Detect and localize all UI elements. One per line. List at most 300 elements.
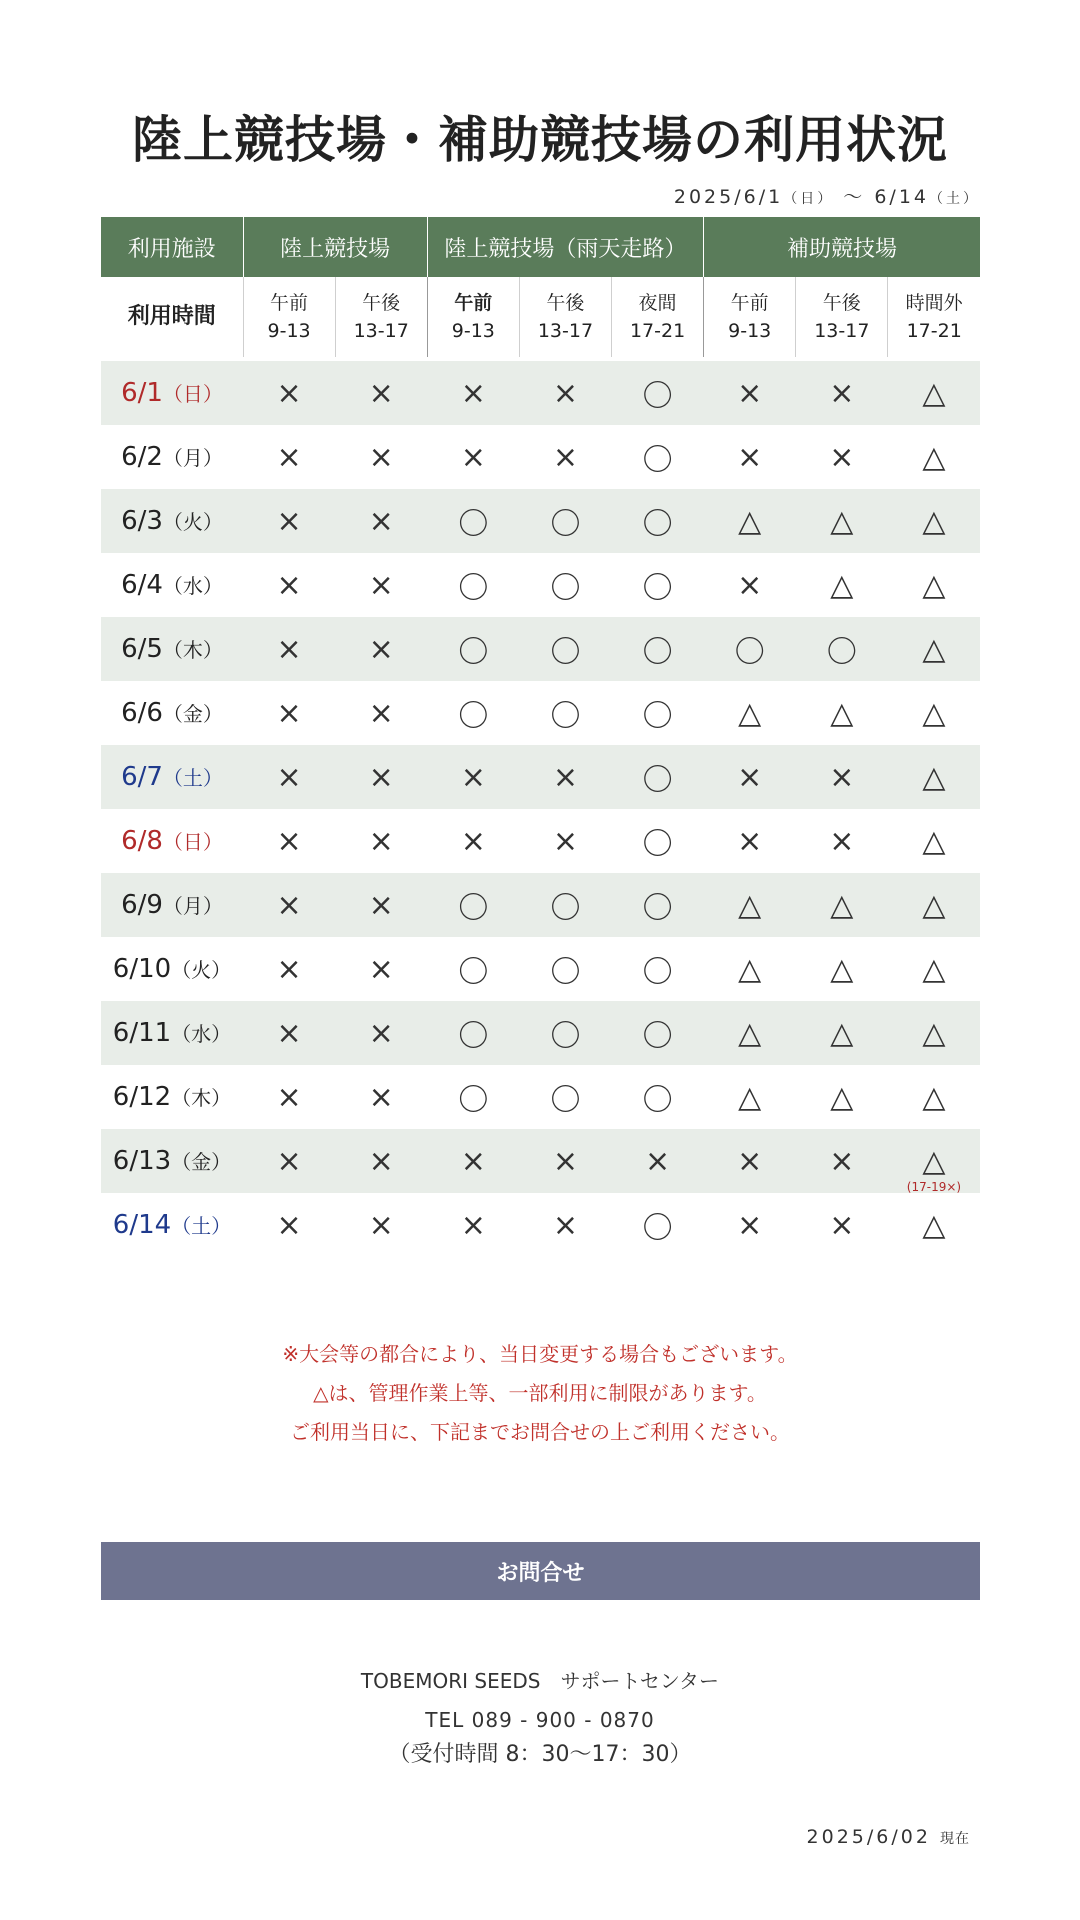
availability-cell: [888, 681, 980, 745]
weekday: （土）: [171, 1214, 232, 1238]
availability-mark: ×: [368, 823, 394, 859]
availability-cell: [427, 873, 519, 937]
table-row: [101, 1129, 980, 1193]
availability-mark: 〇: [550, 891, 581, 926]
facility-header-row: [101, 217, 980, 277]
availability-mark: ×: [276, 1079, 302, 1115]
weekday: （月）: [162, 894, 223, 918]
availability-mark: ×: [276, 439, 302, 475]
availability-cell: [335, 809, 427, 873]
availability-cell: [612, 873, 704, 937]
availability-cell: [243, 489, 335, 553]
availability-mark: 〇: [642, 763, 673, 798]
availability-mark: ×: [737, 567, 763, 603]
availability-mark: ×: [368, 631, 394, 667]
availability-mark: 〇: [458, 635, 489, 670]
availability-mark: ×: [276, 1207, 302, 1243]
availability-cell: [427, 681, 519, 745]
availability-mark: 〇: [550, 1083, 581, 1118]
weekday: （木）: [171, 1086, 232, 1110]
availability-cell: [612, 1193, 704, 1257]
period-range: [674, 182, 980, 209]
availability-cell: [612, 937, 704, 1001]
slot-name: 午後: [362, 292, 401, 314]
availability-mark: ×: [368, 951, 394, 987]
availability-mark: 〇: [642, 827, 673, 862]
availability-cell: [888, 809, 980, 873]
availability-mark: 〇: [642, 1211, 673, 1246]
availability-cell: [704, 425, 796, 489]
availability-cell: [519, 809, 611, 873]
availability-mark: △: [830, 887, 854, 923]
availability-mark: ×: [829, 439, 855, 475]
availability-cell: [335, 617, 427, 681]
availability-cell: [612, 553, 704, 617]
availability-cell: [335, 489, 427, 553]
availability-mark: ×: [368, 759, 394, 795]
note-line: ご利用当日に、下記までお問合せの上ご利用ください。: [290, 1420, 790, 1444]
group-auxiliary: 補助競技場: [704, 217, 980, 277]
availability-mark: △: [922, 631, 946, 667]
availability-mark: ×: [644, 1143, 671, 1179]
date-cell: [101, 1129, 243, 1193]
time-label: 利用時間: [127, 304, 216, 329]
availability-cell: [519, 1193, 611, 1257]
availability-cell: [519, 873, 611, 937]
availability-cell: [335, 681, 427, 745]
date-cell: [101, 425, 243, 489]
availability-cell: [519, 553, 611, 617]
availability-mark: ×: [368, 887, 394, 923]
availability-mark: 〇: [642, 571, 673, 606]
availability-mark: △: [922, 1143, 946, 1179]
weekday: （火）: [171, 958, 232, 982]
availability-cell: [243, 937, 335, 1001]
table-row: [101, 1193, 980, 1257]
availability-mark: ×: [276, 951, 302, 987]
availability-cell: [888, 1193, 980, 1257]
availability-cell: [335, 937, 427, 1001]
availability-mark: 〇: [550, 571, 581, 606]
availability-cell: [612, 361, 704, 425]
availability-cell: [427, 553, 519, 617]
availability-mark: 〇: [550, 699, 581, 734]
availability-mark: △: [830, 567, 854, 603]
availability-cell: [427, 425, 519, 489]
table-row: [101, 809, 980, 873]
availability-mark: ×: [460, 823, 486, 859]
availability-mark: ×: [276, 1143, 302, 1179]
table-row: [101, 873, 980, 937]
availability-cell: [796, 809, 888, 873]
group-stadium: 陸上競技場: [243, 217, 427, 277]
availability-mark: 〇: [642, 699, 673, 734]
table-row: [101, 681, 980, 745]
date-cell: [101, 361, 243, 425]
availability-mark: 〇: [642, 1019, 673, 1054]
availability-mark: ×: [368, 1015, 394, 1051]
availability-cell: [612, 745, 704, 809]
availability-mark: ×: [737, 759, 763, 795]
availability-mark: △: [922, 823, 946, 859]
as-of-value: 2025/6/02: [806, 1826, 931, 1848]
availability-cell: [704, 553, 796, 617]
date-cell: [101, 681, 243, 745]
availability-cell: [704, 937, 796, 1001]
contact-org: TOBEMORI SEEDS サポートセンター: [360, 1669, 720, 1693]
slot-range: 13-17: [814, 320, 870, 342]
availability-mark: ×: [460, 439, 486, 475]
availability-cell: [427, 1193, 519, 1257]
date-cell: [101, 1193, 243, 1257]
date-value: 6/6: [121, 698, 163, 728]
contact-tel: TEL 089 - 900 - 0870: [425, 1708, 655, 1732]
availability-mark: ×: [368, 695, 394, 731]
period-start-weekday: （日）: [783, 191, 835, 207]
weekday: （水）: [162, 574, 223, 598]
availability-mark: △: [922, 951, 946, 987]
availability-cell: [243, 617, 335, 681]
slot-header: [427, 277, 519, 357]
availability-cell: [612, 617, 704, 681]
availability-cell: [243, 809, 335, 873]
slot-header: [704, 277, 796, 357]
availability-mark: ×: [368, 375, 394, 411]
availability-cell: [796, 873, 888, 937]
availability-cell: [612, 1065, 704, 1129]
slot-range: 17-21: [629, 320, 686, 342]
availability-mark: △: [830, 695, 854, 731]
note-line: △は、管理作業上等、一部利用に制限があります。: [313, 1381, 767, 1405]
date-cell: [101, 553, 243, 617]
availability-cell: [243, 681, 335, 745]
availability-mark: ×: [368, 567, 394, 603]
table-row: [101, 361, 980, 425]
availability-mark: ×: [552, 1143, 578, 1179]
as-of-date: [807, 1826, 970, 1848]
date-cell: [101, 1001, 243, 1065]
availability-mark: 〇: [458, 571, 489, 606]
availability-mark: 〇: [550, 507, 581, 542]
availability-cell: [335, 1193, 427, 1257]
period-end: 6/14: [874, 186, 929, 208]
notes-block: [0, 1335, 1080, 1452]
weekday: （水）: [171, 1022, 232, 1046]
availability-cell: [243, 745, 335, 809]
availability-mark: 〇: [642, 955, 673, 990]
date-cell: [101, 937, 243, 1001]
date-value: 6/11: [112, 1018, 172, 1048]
availability-mark: ×: [276, 567, 302, 603]
availability-cell: [888, 1129, 980, 1193]
table-row: [101, 489, 980, 553]
slot-range: 13-17: [353, 320, 409, 342]
availability-cell: [704, 873, 796, 937]
availability-cell: [612, 681, 704, 745]
table-row: [101, 745, 980, 809]
availability-mark: △: [922, 439, 946, 475]
availability-mark: 〇: [458, 891, 489, 926]
availability-cell: [796, 1001, 888, 1065]
availability-cell: [519, 1065, 611, 1129]
weekday: （日）: [162, 830, 223, 854]
availability-cell: [796, 1193, 888, 1257]
availability-cell: [704, 1129, 796, 1193]
availability-mark: 〇: [642, 1083, 673, 1118]
date-value: 6/9: [121, 890, 163, 920]
table-row: [101, 1065, 980, 1129]
time-header-row: [101, 277, 980, 357]
availability-cell: [427, 1129, 519, 1193]
date-cell: [101, 1065, 243, 1129]
availability-mark: △: [922, 567, 946, 603]
availability-cell: [888, 553, 980, 617]
date-value: 6/2: [121, 442, 163, 472]
date-value: 6/12: [112, 1082, 172, 1112]
availability-cell: [519, 937, 611, 1001]
availability-cell: [335, 1065, 427, 1129]
availability-mark: ×: [276, 887, 302, 923]
availability-mark: △: [830, 1015, 854, 1051]
availability-cell: [335, 425, 427, 489]
availability-cell: [796, 425, 888, 489]
availability-cell: [704, 745, 796, 809]
date-value: 6/14: [112, 1210, 172, 1240]
availability-mark: ×: [829, 823, 855, 859]
page-title: 陸上競技場・補助競技場の利用状況: [132, 111, 948, 169]
availability-cell: [427, 745, 519, 809]
availability-cell: [427, 617, 519, 681]
availability-cell: [888, 745, 980, 809]
availability-mark: 〇: [458, 1019, 489, 1054]
availability-mark: △: [738, 695, 762, 731]
availability-mark: △: [922, 375, 946, 411]
slot-name: 時間外: [905, 292, 963, 314]
availability-mark: ×: [276, 631, 302, 667]
slot-name: 午後: [546, 292, 585, 314]
date-value: 6/8: [121, 826, 163, 856]
slot-name: 午前: [730, 292, 769, 314]
weekday: （金）: [171, 1150, 232, 1174]
date-value: 6/1: [121, 378, 163, 408]
slot-header: [335, 277, 427, 357]
availability-cell: [888, 873, 980, 937]
availability-cell: [243, 1001, 335, 1065]
availability-mark: △: [922, 503, 946, 539]
availability-mark: △: [922, 759, 946, 795]
availability-cell: [243, 1065, 335, 1129]
availability-mark: ×: [552, 375, 578, 411]
availability-cell: [796, 681, 888, 745]
availability-cell: [704, 617, 796, 681]
availability-mark: ×: [829, 1207, 855, 1243]
availability-mark: △: [830, 951, 854, 987]
availability-mark: ×: [276, 1015, 302, 1051]
weekday: （月）: [162, 446, 223, 470]
availability-cell: [796, 489, 888, 553]
availability-mark: 〇: [550, 955, 581, 990]
availability-cell: [427, 489, 519, 553]
availability-cell: [704, 361, 796, 425]
date-cell: [101, 809, 243, 873]
availability-cell: [796, 1129, 888, 1193]
slot-header: [888, 277, 980, 357]
availability-cell: [519, 681, 611, 745]
slot-range: 9-13: [728, 320, 772, 342]
slot-name: 午後: [822, 292, 861, 314]
availability-mark: ×: [737, 1143, 763, 1179]
date-value: 6/4: [121, 570, 163, 600]
availability-cell: [704, 809, 796, 873]
availability-mark: ×: [460, 1207, 486, 1243]
weekday: （日）: [162, 382, 223, 406]
availability-cell: [519, 745, 611, 809]
availability-cell: [335, 1129, 427, 1193]
availability-mark: ×: [737, 823, 763, 859]
availability-mark: ×: [368, 1207, 394, 1243]
availability-mark: △: [738, 1015, 762, 1051]
availability-mark: 〇: [642, 379, 673, 414]
availability-mark: 〇: [642, 443, 673, 478]
availability-mark: △: [738, 1079, 762, 1115]
schedule-body: [101, 361, 980, 1257]
availability-cell: [427, 1065, 519, 1129]
availability-mark: △: [922, 887, 946, 923]
availability-cell: [612, 425, 704, 489]
as-of-suffix: 現在: [940, 1831, 970, 1847]
slot-header: [243, 277, 335, 357]
availability-mark: ×: [460, 375, 486, 411]
availability-mark: △: [922, 1015, 946, 1051]
availability-mark: ×: [368, 1079, 394, 1115]
slot-name: 午前: [270, 292, 309, 314]
availability-cell: [427, 809, 519, 873]
availability-cell: [796, 937, 888, 1001]
date-value: 6/5: [121, 634, 163, 664]
table-row: [101, 553, 980, 617]
availability-mark: ×: [737, 439, 763, 475]
availability-cell: [335, 1001, 427, 1065]
availability-mark: 〇: [642, 635, 673, 670]
table-row: [101, 1001, 980, 1065]
date-value: 6/3: [121, 506, 163, 536]
availability-cell: [704, 1001, 796, 1065]
availability-cell: [888, 1065, 980, 1129]
slot-name: 夜間: [638, 292, 677, 314]
availability-mark: 〇: [458, 507, 489, 542]
availability-mark: △: [738, 887, 762, 923]
availability-mark: ×: [276, 375, 302, 411]
availability-mark: ×: [460, 759, 486, 795]
slot-range: 13-17: [537, 320, 594, 342]
weekday: （土）: [162, 766, 223, 790]
contact-bar: お問合せ: [101, 1542, 980, 1600]
availability-mark: 〇: [734, 635, 765, 670]
availability-cell: [888, 617, 980, 681]
availability-cell: [796, 1065, 888, 1129]
availability-cell: [704, 1065, 796, 1129]
availability-mark: 〇: [458, 955, 489, 990]
availability-cell: [243, 553, 335, 617]
group-stadium-rain-track: 陸上競技場（雨天走路）: [427, 217, 703, 277]
date-cell: [101, 745, 243, 809]
availability-cell: [796, 745, 888, 809]
availability-cell: [427, 361, 519, 425]
availability-mark: 〇: [458, 1083, 489, 1118]
availability-cell: [335, 873, 427, 937]
date-value: 6/10: [112, 954, 172, 984]
availability-cell: [243, 1129, 335, 1193]
availability-cell: [519, 1001, 611, 1065]
slot-name: 午前: [454, 292, 493, 314]
availability-cell: [612, 1129, 704, 1193]
availability-mark: 〇: [642, 507, 673, 542]
availability-cell: [427, 1001, 519, 1065]
availability-mark: ×: [552, 1207, 578, 1243]
availability-mark: ×: [276, 695, 302, 731]
availability-mark: ×: [737, 1207, 763, 1243]
availability-mark: ×: [552, 823, 578, 859]
availability-mark: ×: [829, 375, 855, 411]
availability-mark: 〇: [642, 891, 673, 926]
availability-cell: [888, 1001, 980, 1065]
availability-mark: ×: [552, 759, 578, 795]
date-value: 6/7: [121, 762, 163, 792]
availability-mark: △: [830, 1079, 854, 1115]
availability-mark: 〇: [826, 635, 857, 670]
slot-range: 9-13: [451, 320, 495, 342]
availability-cell: [335, 553, 427, 617]
availability-cell: [796, 361, 888, 425]
availability-cell: [888, 937, 980, 1001]
availability-cell: [612, 809, 704, 873]
availability-cell: [704, 681, 796, 745]
availability-mark: △: [830, 503, 854, 539]
availability-cell: [888, 361, 980, 425]
availability-mark: ×: [368, 1143, 394, 1179]
weekday: （金）: [162, 702, 223, 726]
availability-mark: ×: [276, 823, 302, 859]
slot-range: 9-13: [267, 320, 311, 342]
availability-cell: [519, 425, 611, 489]
period-separator: 〜: [843, 186, 866, 208]
availability-mark: ×: [368, 503, 394, 539]
availability-cell: [243, 873, 335, 937]
table-row: [101, 425, 980, 489]
slot-range: 17-21: [906, 320, 962, 342]
availability-cell: [519, 1129, 611, 1193]
availability-cell: [243, 425, 335, 489]
slot-header: [612, 277, 704, 357]
availability-mark: ×: [276, 759, 302, 795]
availability-cell: [427, 937, 519, 1001]
availability-mark: △: [922, 695, 946, 731]
availability-cell: [243, 361, 335, 425]
availability-cell: [704, 489, 796, 553]
slot-header: [796, 277, 888, 357]
date-cell: [101, 617, 243, 681]
availability-cell: [612, 489, 704, 553]
availability-mark: ×: [829, 759, 855, 795]
availability-mark: ×: [276, 503, 302, 539]
period-start: 2025/6/1: [673, 186, 784, 208]
date-value: 6/13: [112, 1146, 172, 1176]
period-end-weekday: （土）: [929, 191, 980, 207]
note-line: ※大会等の都合により、当日変更する場合もございます。: [282, 1342, 798, 1366]
facility-label: 利用施設: [101, 217, 243, 277]
availability-cell: [335, 745, 427, 809]
availability-mark: 〇: [458, 699, 489, 734]
